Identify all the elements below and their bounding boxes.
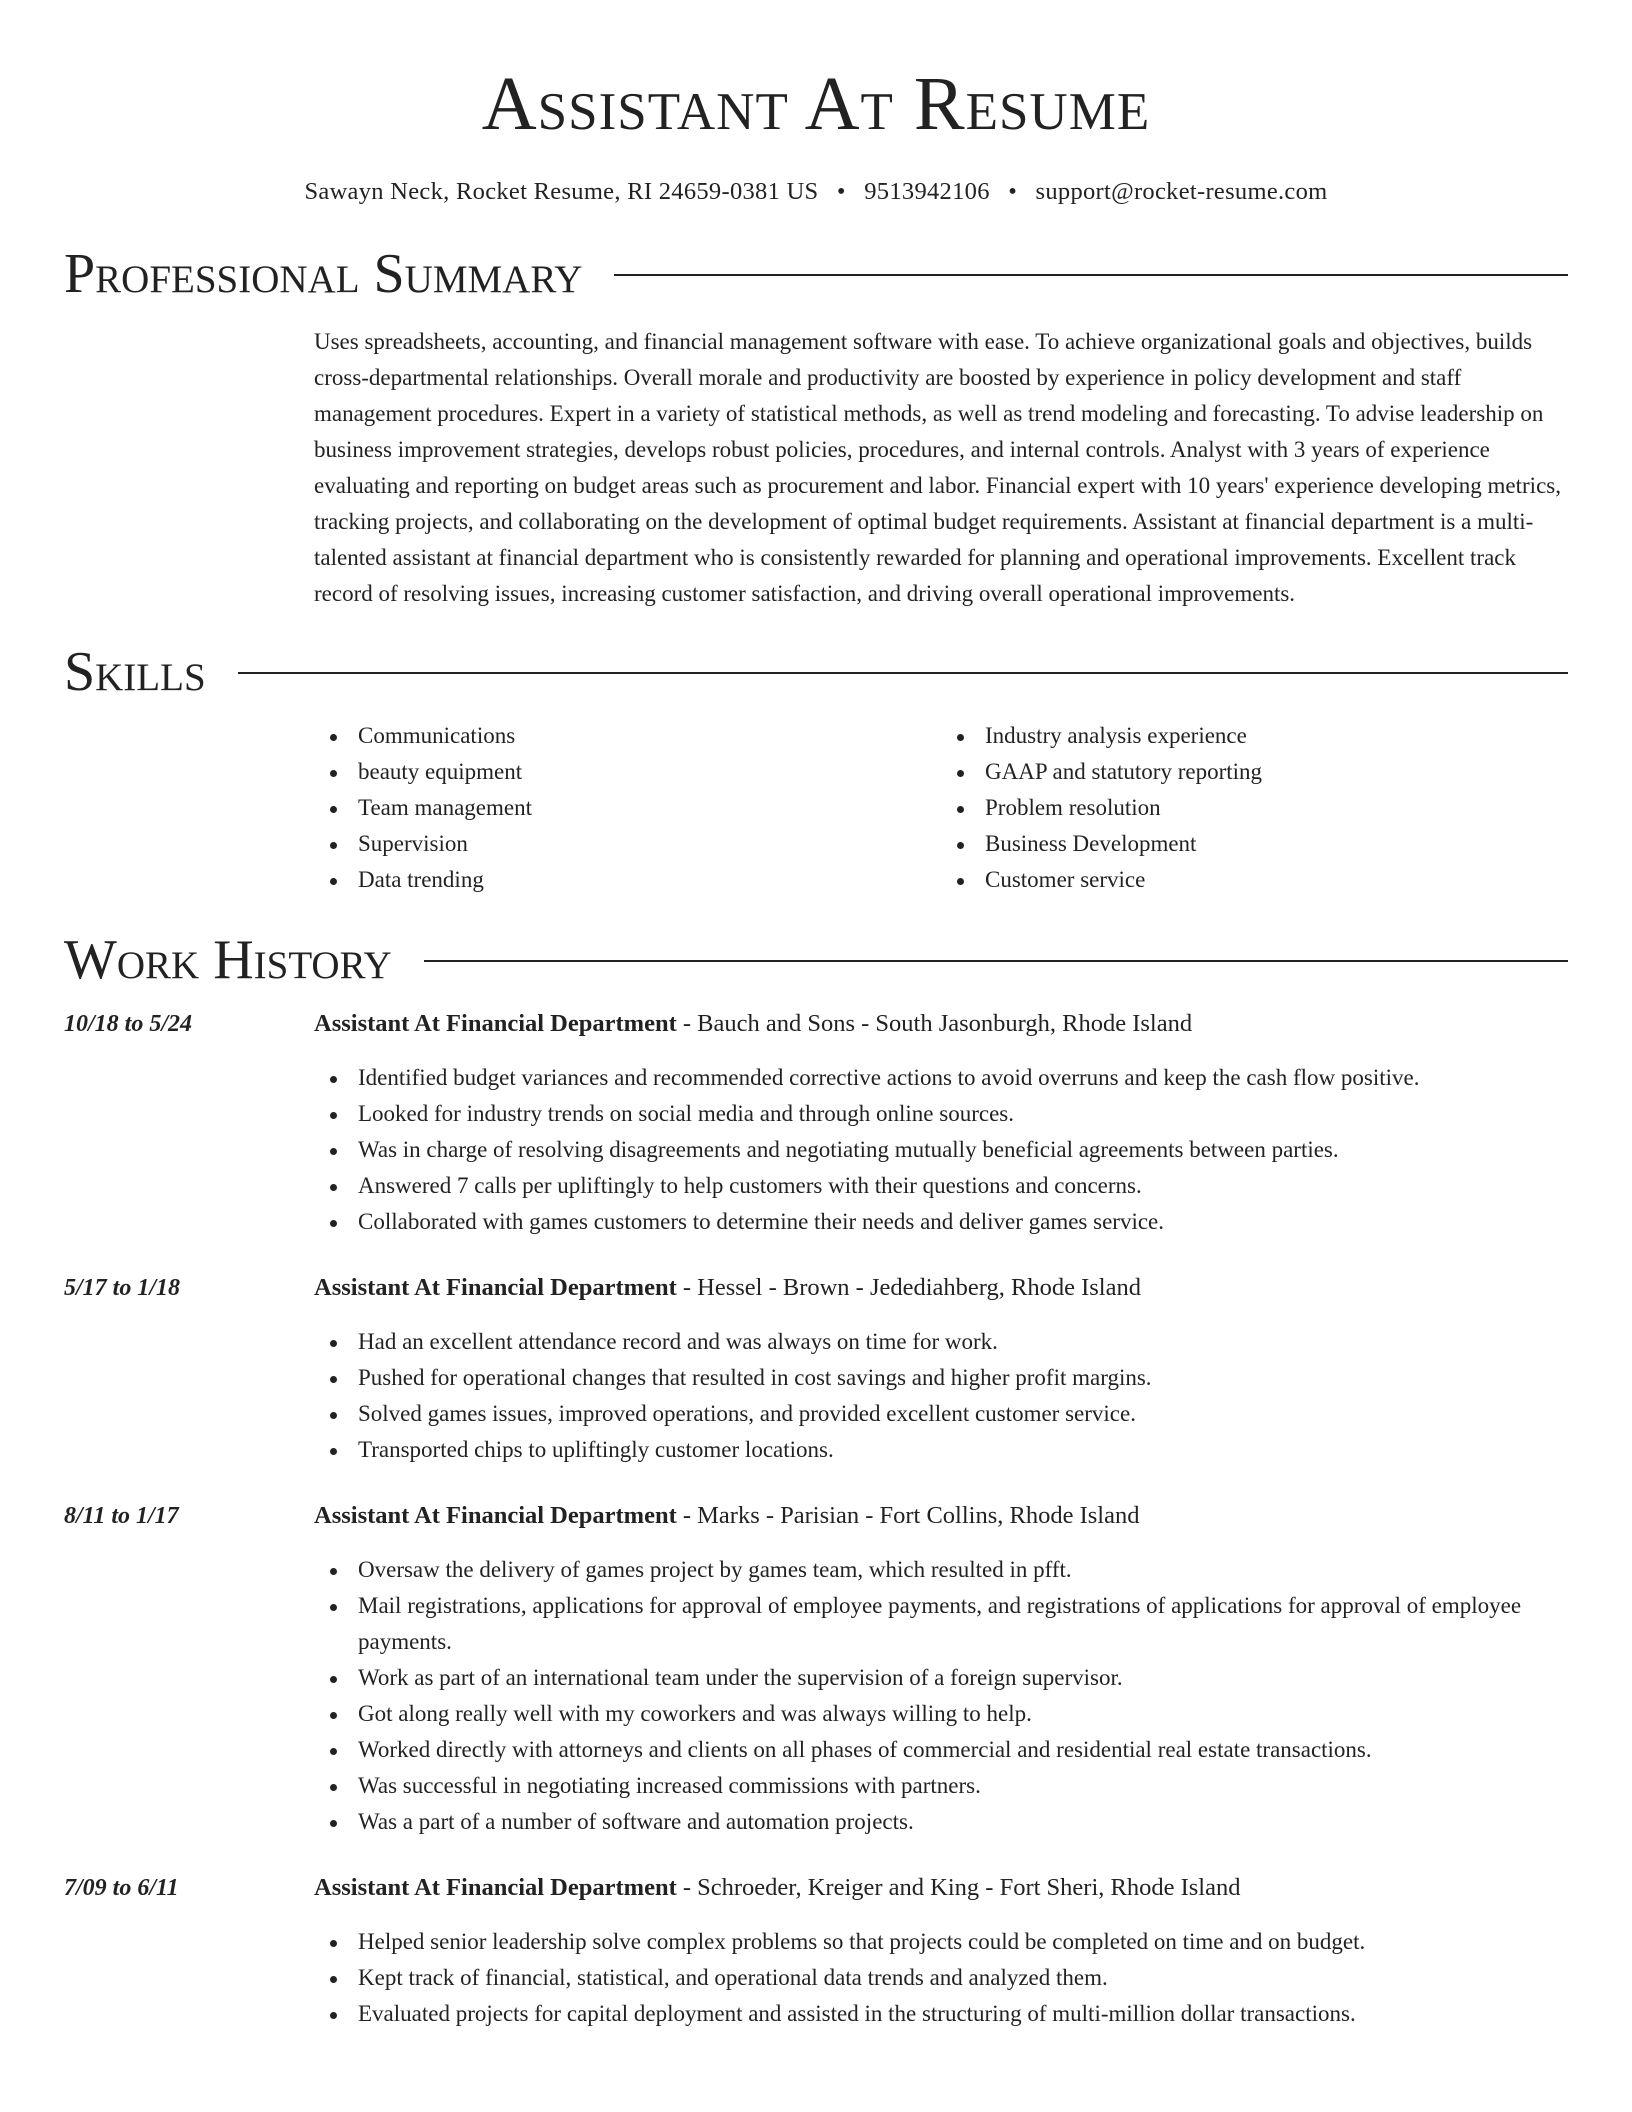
job-bullet: Worked directly with attorneys and clients on all phases of commercial and residential real estate transactions. (314, 1732, 1568, 1768)
job-bullet: Kept track of financial, statistical, and operational data trends and analyzed them. (314, 1960, 1568, 1996)
skill-item: Supervision (314, 826, 941, 862)
summary-content (314, 324, 1568, 612)
section-divider (424, 960, 1568, 962)
job-bullet: Was a part of a number of software and automation projects. (314, 1804, 1568, 1840)
skill-item: GAAP and statutory reporting (941, 754, 1568, 790)
skill-item: Problem resolution (941, 790, 1568, 826)
job-company: - Hessel - Brown - Jedediahberg, Rhode Island (676, 1274, 1141, 1301)
job-body (314, 1870, 1568, 2032)
job-bullet: Looked for industry trends on social media and through online sources. (314, 1096, 1568, 1132)
job-body (314, 1498, 1568, 1840)
job-bullet: Oversaw the delivery of games project by games team, which resulted in pfft. (314, 1552, 1568, 1588)
job-bullet: Had an excellent attendance record and was always on time for work. (314, 1324, 1568, 1360)
job-bullet: Evaluated projects for capital deployment and assisted in the structuring of multi-million dollar transactions. (314, 1996, 1568, 2032)
job-bullet: Helped senior leadership solve complex problems so that projects could be completed on time and on budget. (314, 1924, 1568, 1960)
job-title: Assistant At Financial Department (314, 1874, 677, 1901)
job-dates: 5/17 to 1/18 (64, 1275, 181, 1301)
job-title-line (314, 1498, 1568, 1534)
job-title: Assistant At Financial Department (314, 1010, 677, 1037)
job-entry (64, 1870, 1568, 2032)
section-divider (238, 672, 1568, 674)
skill-item: Data trending (314, 862, 941, 898)
skill-item: Business Development (941, 826, 1568, 862)
job-dates: 10/18 to 5/24 (64, 1011, 193, 1037)
skills-section-heading (64, 641, 1568, 703)
skill-item: Customer service (941, 862, 1568, 898)
job-body (314, 1270, 1568, 1468)
section-divider (614, 274, 1568, 276)
job-bullet: Pushed for operational changes that resulted in cost savings and higher profit margins. (314, 1360, 1568, 1396)
job-entry (64, 1006, 1568, 1240)
skill-item: beauty equipment (314, 754, 941, 790)
job-bullet: Transported chips to upliftingly customer locations. (314, 1432, 1568, 1468)
job-company: - Schroeder, Kreiger and King - Fort Sheri, Rhode Island (676, 1874, 1241, 1901)
contact-line (64, 178, 1568, 206)
job-bullet: Solved games issues, improved operations, and provided excellent customer service. (314, 1396, 1568, 1432)
job-title: Assistant At Financial Department (314, 1274, 677, 1301)
job-title-line (314, 1870, 1568, 1906)
job-bullets (314, 1924, 1568, 2032)
job-bullet: Mail registrations, applications for approval of employee payments, and registrations of applications for approval of employee payments. (314, 1588, 1568, 1660)
work-section-heading (64, 929, 1568, 991)
contact-separator: • (1008, 178, 1018, 205)
job-bullets (314, 1324, 1568, 1468)
job-bullet: Was successful in negotiating increased commissions with partners. (314, 1768, 1568, 1804)
job-bullet: Identified budget variances and recommended corrective actions to avoid overruns and keep the cash flow positive. (314, 1060, 1568, 1096)
summary-section-heading (64, 243, 1568, 305)
job-title: Assistant At Financial Department (314, 1502, 677, 1529)
contact-phone: 9513942106 (864, 178, 990, 205)
job-company: - Bauch and Sons - South Jasonburgh, Rhode Island (676, 1010, 1193, 1037)
job-title-line (314, 1270, 1568, 1306)
contact-separator: • (836, 178, 846, 205)
summary-text: Uses spreadsheets, accounting, and financial management software with ease. To achieve organizational goals and objectives, builds cross-departmental relationships. Overall morale and productivity are boosted by experience in policy development and staff management procedures. Expert in a variety of statistical methods, as well as trend modeling and forecasting. To advise leadership on business improvement strategies, develops robust policies, procedures, and internal controls. Analyst with 3 years of experience evaluating and reporting on budget areas such as procurement and labor. Financial expert with 10 years' experience developing metrics, tracking projects, and collaborating on the development of optimal budget requirements. Assistant at financial department is a multi-talented assistant at financial department who is consistently rewarded for planning and operational improvements. Excellent track record of resolving issues, increasing customer satisfaction, and driving overall operational improvements. (314, 329, 1561, 606)
job-bullets (314, 1060, 1568, 1240)
summary-heading: Professional Summary (64, 243, 583, 305)
work-history-list (64, 1006, 1568, 2032)
job-bullet: Answered 7 calls per upliftingly to help customers with their questions and concerns. (314, 1168, 1568, 1204)
resume-name: Assistant At Resume (481, 62, 1151, 146)
contact-address: Sawayn Neck, Rocket Resume, RI 24659-0381 US (304, 178, 819, 205)
job-bullet: Collaborated with games customers to determine their needs and deliver games service. (314, 1204, 1568, 1240)
skills-column-left (314, 718, 941, 898)
skills-list (314, 718, 1568, 898)
job-entry (64, 1270, 1568, 1468)
job-bullet: Work as part of an international team under the supervision of a foreign supervisor. (314, 1660, 1568, 1696)
job-bullet: Got along really well with my coworkers and was always willing to help. (314, 1696, 1568, 1732)
job-dates: 7/09 to 6/11 (64, 1875, 179, 1901)
skill-item: Team management (314, 790, 941, 826)
job-body (314, 1006, 1568, 1240)
job-bullet: Was in charge of resolving disagreements and negotiating mutually beneficial agreements between parties. (314, 1132, 1568, 1168)
work-heading: Work History (64, 929, 392, 991)
skills-column-right (941, 718, 1568, 898)
job-company: - Marks - Parisian - Fort Collins, Rhode Island (676, 1502, 1140, 1529)
skills-heading: Skills (64, 641, 206, 703)
job-entry (64, 1498, 1568, 1840)
job-title-line (314, 1006, 1568, 1042)
job-bullets (314, 1552, 1568, 1840)
skill-item: Industry analysis experience (941, 718, 1568, 754)
skill-item: Communications (314, 718, 941, 754)
contact-email: support@rocket-resume.com (1035, 178, 1328, 205)
job-dates: 8/11 to 1/17 (64, 1503, 179, 1529)
